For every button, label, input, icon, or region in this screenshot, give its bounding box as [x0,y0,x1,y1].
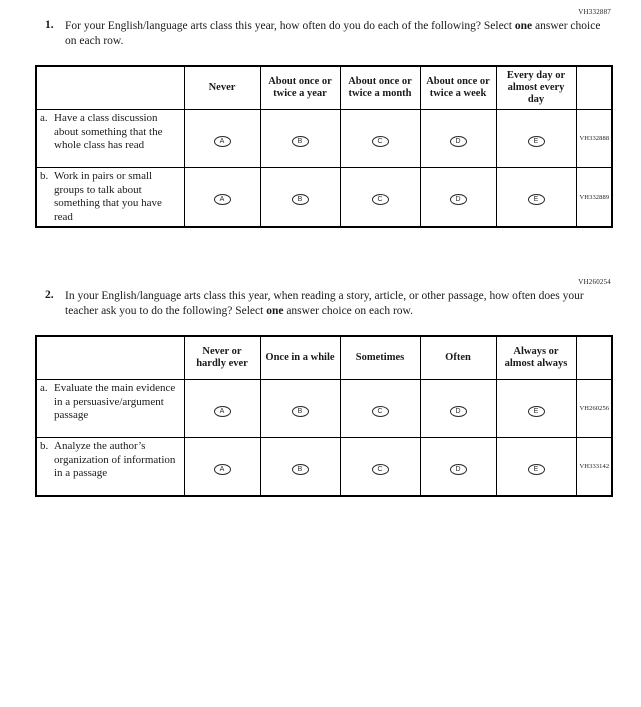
option-cell [260,110,340,168]
answer-oval[interactable]: D [450,194,467,205]
option-cell [340,380,420,438]
option-cell [496,438,576,496]
answer-oval[interactable]: E [528,464,545,475]
answer-oval[interactable]: C [372,136,389,147]
answer-oval[interactable]: A [214,406,231,417]
question-1-code: VH332887 [578,8,611,16]
row-letter: b. [40,170,49,183]
question-2 [45,289,601,319]
option-cell [260,438,340,496]
option-cell [496,380,576,438]
row-label: Analyze the author’s organization of information in a passage [54,440,176,480]
question-1-section [35,8,611,228]
question-2-text-end: answer choice on each row. [283,304,413,317]
header-row [36,336,612,380]
answer-oval[interactable]: B [292,136,309,147]
option-cell [260,380,340,438]
option-cell [340,110,420,168]
answer-oval[interactable]: A [214,464,231,475]
question-1-table [35,65,613,228]
code-header-cell [576,66,612,110]
column-header-once-twice-week: About once or twice a week [420,66,496,110]
column-header-sometimes: Sometimes [340,336,420,380]
answer-oval[interactable]: B [292,406,309,417]
question-1-text-end: answer choice on each row. [65,20,601,47]
row-letter: a. [40,382,48,395]
answer-oval[interactable]: C [372,464,389,475]
option-cell [340,438,420,496]
row-label-cell [36,168,184,227]
question-1-text [65,19,601,49]
table-row [36,438,612,496]
row-label-cell [36,110,184,168]
table-row [36,380,612,438]
answer-oval[interactable]: E [528,194,545,205]
answer-oval[interactable]: C [372,194,389,205]
question-2-text [65,289,601,319]
question-2-section [35,278,611,497]
header-row [36,66,612,110]
code-header-cell [576,336,612,380]
column-header-always: Always or almost always [496,336,576,380]
row-variable-code: VH260256 [576,380,612,438]
question-2-text-start: In your English/language arts class this year, when reading a story, article, or other passage, how often does your teacher ask you to do the following? Select [65,290,584,317]
option-cell [184,380,260,438]
question-1 [45,19,601,49]
answer-oval[interactable]: E [528,136,545,147]
answer-oval[interactable]: B [292,194,309,205]
answer-oval[interactable]: D [450,136,467,147]
column-header-never: Never [184,66,260,110]
answer-oval[interactable]: D [450,406,467,417]
option-cell [420,380,496,438]
answer-oval[interactable]: A [214,194,231,205]
question-1-number: 1. [45,19,54,31]
answer-oval[interactable]: E [528,406,545,417]
empty-header-cell [36,336,184,380]
option-cell [184,168,260,227]
row-label: Work in pairs or small groups to talk about something that you have read [54,170,162,223]
option-cell [340,168,420,227]
row-label-cell [36,438,184,496]
row-letter: b. [40,440,49,453]
answer-oval[interactable]: C [372,406,389,417]
question-2-text-bold: one [266,304,284,317]
option-cell [184,438,260,496]
column-header-once-twice-year: About once or twice a year [260,66,340,110]
answer-oval[interactable]: B [292,464,309,475]
option-cell [420,168,496,227]
question-2-code: VH260254 [578,278,611,286]
option-cell [260,168,340,227]
column-header-every-day: Every day or almost every day [496,66,576,110]
question-1-text-start: For your English/language arts class this year, how often do you do each of the following? Select [65,20,515,32]
row-label: Evaluate the main evidence in a persuasive/argument passage [54,382,176,422]
row-variable-code: VH332888 [576,110,612,168]
column-header-once-in-a-while: Once in a while [260,336,340,380]
column-header-once-twice-month: About once or twice a month [340,66,420,110]
row-label: Have a class discussion about something that the whole class has read [54,112,163,152]
row-label-cell [36,380,184,438]
row-letter: a. [40,112,48,125]
question-2-table [35,335,613,497]
table-row [36,168,612,227]
answer-oval[interactable]: D [450,464,467,475]
empty-header-cell [36,66,184,110]
column-header-often: Often [420,336,496,380]
row-variable-code: VH333142 [576,438,612,496]
row-variable-code: VH332889 [576,168,612,227]
question-2-number: 2. [45,289,54,301]
question-1-text-bold: one [514,20,533,32]
answer-oval[interactable]: A [214,136,231,147]
table-row [36,110,612,168]
option-cell [420,110,496,168]
option-cell [420,438,496,496]
option-cell [496,168,576,227]
option-cell [184,110,260,168]
column-header-never-hardly-ever: Never or hardly ever [184,336,260,380]
option-cell [496,110,576,168]
